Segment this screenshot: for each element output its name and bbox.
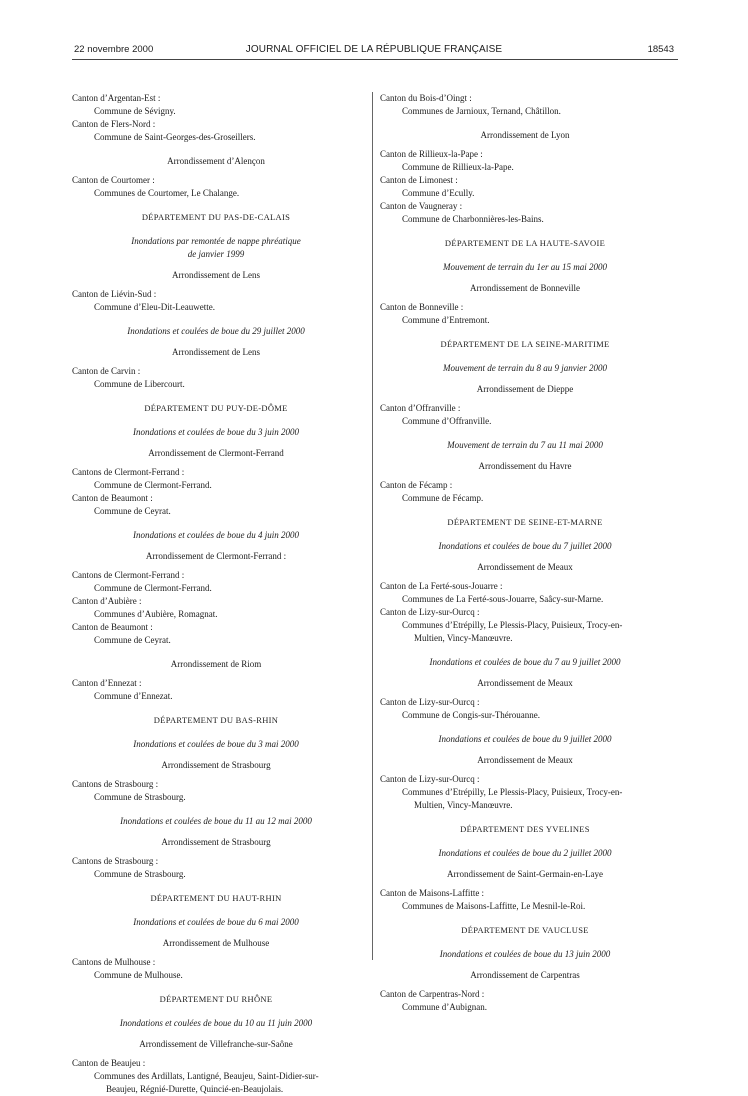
canton-line: Cantons de Strasbourg :	[72, 779, 159, 789]
arrondissement-heading: Arrondissement de Carpentras	[470, 970, 580, 980]
canton-line: Cantons de Strasbourg :	[72, 856, 159, 866]
header-rule	[72, 59, 678, 60]
canton-line: Canton de Beaumont :	[72, 622, 153, 632]
commune-line: Communes de La Ferté-sous-Jouarre, Saâcy-sur-Marne.	[402, 594, 604, 604]
commune-line: Commune de Ceyrat.	[94, 635, 171, 645]
arrondissement-heading: Arrondissement de Meaux	[477, 755, 573, 765]
department-heading: DÉPARTEMENT DE VAUCLUSE	[461, 925, 589, 935]
arrondissement-heading: Arrondissement de Riom	[170, 659, 262, 669]
event-heading-continued: de janvier 1999	[187, 249, 245, 259]
commune-line: Commune de Strasbourg.	[94, 792, 186, 802]
event-heading: Inondations et coulées de boue du 6 mai 2000	[133, 917, 299, 927]
canton-line: Canton du Bois-d’Oingt :	[380, 93, 472, 103]
arrondissement-heading: Arrondissement de Meaux	[477, 562, 573, 572]
canton-line: Canton d’Argentan-Est :	[72, 93, 161, 103]
canton-line: Canton de Rillieux-la-Pape :	[380, 149, 483, 159]
canton-line: Canton de Lizy-sur-Ourcq :	[380, 697, 480, 707]
commune-line: Commune de Charbonnières-les-Bains.	[402, 214, 544, 224]
department-heading: DÉPARTEMENT DU HAUT-RHIN	[150, 893, 282, 903]
event-heading: Inondations et coulées de boue du 29 juillet 2000	[127, 326, 305, 336]
canton-line: Cantons de Clermont-Ferrand :	[72, 570, 185, 580]
arrondissement-heading: Arrondissement de Clermont-Ferrand	[148, 448, 284, 458]
arrondissement-heading: Arrondissement de Strasbourg	[161, 760, 271, 770]
event-heading: Inondations et coulées de boue du 3 juin 2000	[133, 427, 299, 437]
canton-line: Canton d’Aubière :	[72, 596, 142, 606]
commune-line: Commune de Ceyrat.	[94, 506, 171, 516]
commune-line: Commune de Congis-sur-Thérouanne.	[402, 710, 541, 720]
arrondissement-heading: Arrondissement de Strasbourg	[161, 837, 271, 847]
canton-line: Canton de Fécamp :	[380, 480, 453, 490]
commune-line: Commune d’Ecully.	[402, 188, 475, 198]
canton-line: Canton de Carpentras-Nord :	[380, 989, 485, 999]
department-heading: DÉPARTEMENT DE LA HAUTE-SAVOIE	[444, 238, 606, 248]
commune-line: Communes de Maisons-Laffitte, Le Mesnil-le-Roi.	[402, 901, 586, 911]
commune-line: Commune de Libercourt.	[94, 379, 185, 389]
arrondissement-heading: Arrondissement de Lyon	[480, 130, 570, 140]
commune-line: Commune d’Offranville.	[402, 416, 492, 426]
arrondissement-heading: Arrondissement de Clermont-Ferrand :	[145, 551, 287, 561]
page-number: 18543	[647, 44, 674, 55]
arrondissement-heading: Arrondissement de Lens	[172, 270, 260, 280]
commune-line: Commune de Sévigny.	[94, 106, 176, 116]
canton-line: Canton de Beaumont :	[72, 493, 153, 503]
department-heading: DÉPARTEMENT DU PUY-DE-DÔME	[144, 403, 288, 413]
canton-line: Canton de Beaujeu :	[72, 1058, 146, 1068]
canton-line: Canton de Liévin-Sud :	[72, 289, 157, 299]
arrondissement-heading: Arrondissement du Havre	[478, 461, 572, 471]
canton-line: Canton de La Ferté-sous-Jouarre :	[380, 581, 503, 591]
department-heading: DÉPARTEMENT DU RHÔNE	[159, 994, 273, 1004]
canton-line: Canton de Carvin :	[72, 366, 141, 376]
department-heading: DÉPARTEMENT DU PAS-DE-CALAIS	[141, 212, 291, 222]
event-heading: Mouvement de terrain du 7 au 11 mai 2000	[447, 440, 603, 450]
canton-line: Cantons de Clermont-Ferrand :	[72, 467, 185, 477]
canton-line: Canton d’Ennezat :	[72, 678, 142, 688]
arrondissement-heading: Arrondissement de Meaux	[477, 678, 573, 688]
event-heading: Inondations et coulées de boue du 11 au 12 mai 2000	[120, 816, 312, 826]
arrondissement-heading: Arrondissement de Bonneville	[470, 283, 580, 293]
arrondissement-heading: Arrondissement d’Alençon	[167, 156, 265, 166]
department-heading: DÉPARTEMENT DES YVELINES	[460, 824, 590, 834]
commune-line: Communes d’Etrépilly, Le Plessis-Placy, Puisieux, Trocy-en-	[402, 620, 623, 630]
event-heading: Inondations et coulées de boue du 7 juillet 2000	[438, 541, 612, 551]
journal-title: JOURNAL OFFICIEL DE LA RÉPUBLIQUE FRANÇAISE	[245, 44, 503, 55]
canton-line: Canton de Maisons-Laffitte :	[380, 888, 485, 898]
arrondissement-heading: Arrondissement de Saint-Germain-en-Laye	[447, 869, 603, 879]
canton-line: Canton de Courtomer :	[72, 175, 155, 185]
canton-line: Canton de Flers-Nord :	[72, 119, 156, 129]
arrondissement-heading: Arrondissement de Mulhouse	[162, 938, 270, 948]
commune-line: Commune de Clermont-Ferrand.	[94, 480, 212, 490]
canton-line: Canton de Limonest :	[380, 175, 458, 185]
commune-line: Commune de Saint-Georges-des-Groseillers.	[94, 132, 256, 142]
arrondissement-heading: Arrondissement de Dieppe	[476, 384, 574, 394]
canton-line: Canton de Lizy-sur-Ourcq :	[380, 774, 480, 784]
event-heading: Mouvement de terrain du 1er au 15 mai 2000	[443, 262, 607, 272]
canton-line: Canton de Bonneville :	[380, 302, 464, 312]
canton-line: Canton de Vaugneray :	[380, 201, 463, 211]
department-heading: DÉPARTEMENT DE SEINE-ET-MARNE	[447, 517, 603, 527]
commune-line-continued: Multien, Vincy-Manœuvre.	[414, 633, 513, 643]
commune-line: Communes de Courtomer, Le Chalange.	[94, 188, 240, 198]
event-heading: Inondations et coulées de boue du 3 mai 2000	[133, 739, 299, 749]
canton-line: Cantons de Mulhouse :	[72, 957, 156, 967]
event-heading: Inondations et coulées de boue du 4 juin 2000	[133, 530, 299, 540]
arrondissement-heading: Arrondissement de Lens	[172, 347, 260, 357]
commune-line-continued: Beaujeu, Régnié-Durette, Quincié-en-Beaujolais.	[106, 1084, 284, 1094]
commune-line: Communes d’Aubière, Romagnat.	[94, 609, 218, 619]
commune-line: Communes de Jarnioux, Ternand, Châtillon.	[402, 106, 561, 116]
left-column	[72, 92, 360, 1096]
right-column	[380, 92, 670, 1014]
event-heading: Inondations et coulées de boue du 13 juin 2000	[439, 949, 611, 959]
commune-line: Commune de Fécamp.	[402, 493, 484, 503]
commune-line: Communes des Ardillats, Lantigné, Beaujeu, Saint-Didier-sur-	[94, 1071, 319, 1081]
arrondissement-heading: Arrondissement de Villefranche-sur-Saône	[139, 1039, 293, 1049]
canton-line: Canton de Lizy-sur-Ourcq :	[380, 607, 480, 617]
commune-line: Commune d’Entremont.	[402, 315, 490, 325]
commune-line-continued: Multien, Vincy-Manœuvre.	[414, 800, 513, 810]
commune-line: Commune d’Eleu-Dit-Leauwette.	[94, 302, 215, 312]
commune-line: Commune de Clermont-Ferrand.	[94, 583, 212, 593]
event-heading: Inondations et coulées de boue du 10 au 11 juin 2000	[119, 1018, 313, 1028]
canton-line: Canton d’Offranville :	[380, 403, 461, 413]
commune-line: Commune de Mulhouse.	[94, 970, 183, 980]
department-heading: DÉPARTEMENT DE LA SEINE-MARITIME	[440, 339, 610, 349]
commune-line: Commune d’Aubignan.	[402, 1002, 487, 1012]
event-heading: Inondations et coulées de boue du 9 juillet 2000	[438, 734, 612, 744]
commune-line: Communes d’Etrépilly, Le Plessis-Placy, Puisieux, Trocy-en-	[402, 787, 623, 797]
commune-line: Commune d’Ennezat.	[94, 691, 173, 701]
column-divider	[372, 92, 373, 960]
event-heading: Inondations par remontée de nappe phréatique	[131, 236, 301, 246]
commune-line: Commune de Strasbourg.	[94, 869, 186, 879]
event-heading: Inondations et coulées de boue du 7 au 9 juillet 2000	[429, 657, 621, 667]
event-heading: Inondations et coulées de boue du 2 juillet 2000	[438, 848, 612, 858]
commune-line: Commune de Rillieux-la-Pape.	[402, 162, 514, 172]
event-heading: Mouvement de terrain du 8 au 9 janvier 2000	[443, 363, 607, 373]
department-heading: DÉPARTEMENT DU BAS-RHIN	[153, 715, 279, 725]
page-date: 22 novembre 2000	[74, 44, 154, 55]
